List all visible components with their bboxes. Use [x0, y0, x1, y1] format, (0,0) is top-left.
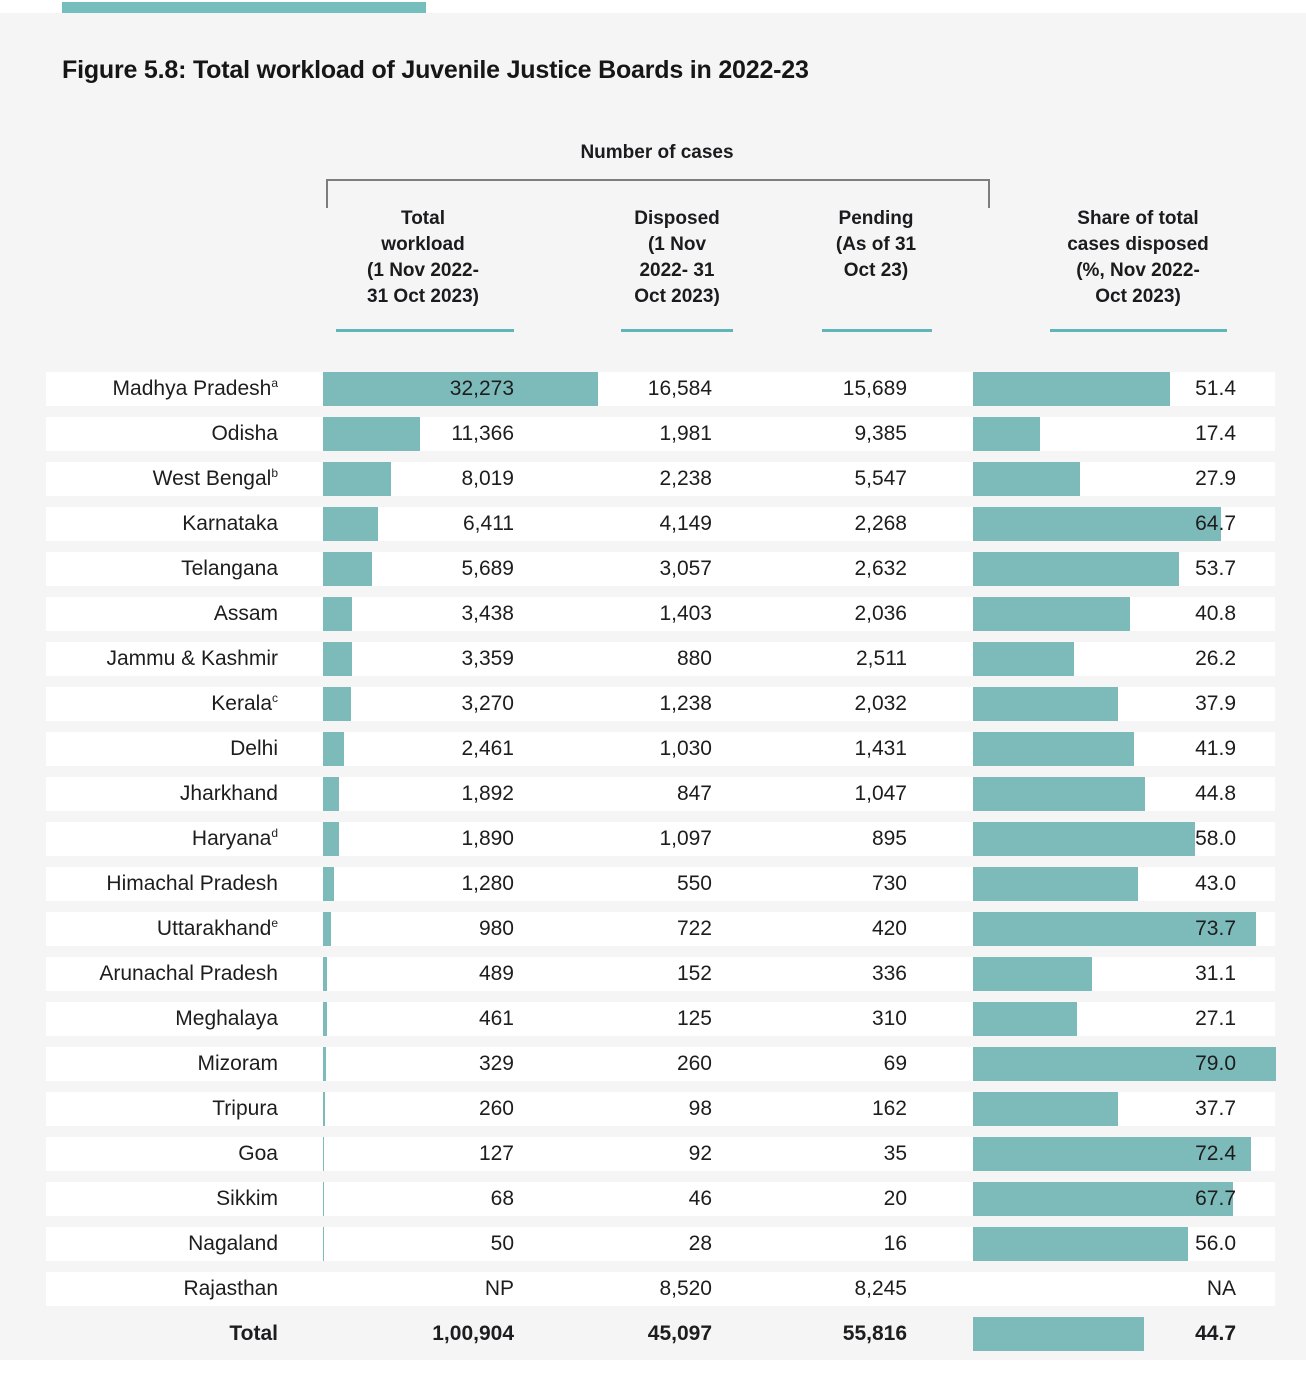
pending-value: 16	[883, 1232, 907, 1255]
pending-value: 2,632	[854, 557, 907, 580]
workload-value: 1,280	[461, 872, 514, 895]
workload-value: 329	[478, 1052, 514, 1075]
workload-value: 260	[478, 1097, 514, 1120]
state-name: Madhya Pradesh	[112, 377, 272, 400]
table-row	[0, 912, 1306, 946]
table-row	[0, 822, 1306, 856]
state-name: Assam	[213, 602, 278, 625]
table-row	[0, 552, 1306, 586]
share-value: 41.9	[1195, 737, 1236, 760]
state-name: Jammu & Kashmir	[106, 647, 278, 670]
disposed-value: 260	[676, 1052, 712, 1075]
state-name: West Bengal	[152, 467, 272, 490]
workload-value: 3,438	[461, 602, 514, 625]
state-name: Telangana	[181, 557, 278, 580]
table-row	[0, 1182, 1306, 1216]
state-name: Haryana	[191, 827, 272, 850]
workload-value: NP	[484, 1277, 514, 1300]
state-label	[46, 1182, 278, 1216]
table-row	[0, 417, 1306, 451]
table-row	[0, 462, 1306, 496]
pending-value: 730	[871, 872, 907, 895]
disposed-value: 16,584	[647, 377, 712, 400]
workload-bar	[323, 957, 327, 991]
pending-value: 2,511	[856, 647, 907, 670]
top-accent-bar	[62, 2, 426, 13]
column-underline-share-disposed	[1050, 329, 1227, 332]
share-value: 37.7	[1195, 1097, 1236, 1120]
share-value: 40.8	[1195, 602, 1236, 625]
share-bar	[973, 642, 1074, 676]
table-row	[0, 507, 1306, 541]
state-name: Arunachal Pradesh	[99, 962, 278, 985]
disposed-value: 550	[676, 872, 712, 895]
table-row	[0, 777, 1306, 811]
disposed-value: 46	[688, 1187, 712, 1210]
state-label	[46, 957, 278, 991]
disposed-value: 2,238	[659, 467, 712, 490]
state-label	[46, 507, 278, 541]
disposed-value: 28	[688, 1232, 712, 1255]
state-name: Kerala	[211, 692, 272, 715]
table-row	[0, 1092, 1306, 1126]
share-bar	[973, 462, 1080, 496]
share-value: 43.0	[1195, 872, 1236, 895]
state-label	[46, 552, 278, 586]
state-label	[46, 1092, 278, 1126]
column-header-total-workload: Total workload (1 Nov 2022- 31 Oct 2023)	[367, 208, 479, 307]
state-sup: b	[271, 466, 278, 480]
pending-value: 69	[883, 1052, 907, 1075]
share-value: 58.0	[1195, 827, 1236, 850]
share-value: 44.8	[1195, 782, 1236, 805]
share-value: 26.2	[1195, 647, 1236, 670]
state-label	[46, 1317, 278, 1351]
table-row	[0, 372, 1306, 406]
pending-value: 1,431	[854, 737, 907, 760]
workload-bar	[323, 912, 331, 946]
workload-value: 32,273	[449, 377, 514, 400]
pending-value: 895	[871, 827, 907, 850]
share-bar	[973, 957, 1092, 991]
pending-value: 420	[871, 917, 907, 940]
share-bar	[973, 1002, 1077, 1036]
table-row	[0, 1002, 1306, 1036]
workload-value: 8,019	[461, 467, 514, 490]
disposed-value: 1,238	[659, 692, 712, 715]
disposed-value: 1,981	[659, 422, 712, 445]
state-label	[46, 372, 278, 406]
state-name: Tripura	[212, 1097, 278, 1120]
state-name: Jharkhand	[179, 782, 278, 805]
workload-bar	[323, 1092, 325, 1126]
disposed-value: 152	[676, 962, 712, 985]
disposed-value: 1,030	[659, 737, 712, 760]
pending-value: 2,268	[854, 512, 907, 535]
pending-value: 2,036	[854, 602, 907, 625]
share-value: 53.7	[1195, 557, 1236, 580]
disposed-value: 722	[676, 917, 712, 940]
share-value: 67.7	[1195, 1187, 1236, 1210]
workload-bar	[323, 1182, 324, 1216]
disposed-value: 45,097	[647, 1322, 712, 1345]
workload-value: 1,890	[461, 827, 514, 850]
pending-value: 35	[883, 1142, 907, 1165]
state-name: Goa	[238, 1142, 278, 1165]
pending-value: 9,385	[854, 422, 907, 445]
share-value: 27.9	[1195, 467, 1236, 490]
disposed-value: 3,057	[659, 557, 712, 580]
state-label	[46, 1137, 278, 1171]
share-value: 17.4	[1195, 422, 1236, 445]
column-header-share-disposed: Share of total cases disposed (%, Nov 2022- Oct 2023)	[1067, 208, 1209, 307]
workload-bar	[323, 1047, 326, 1081]
workload-value: 11,366	[451, 422, 514, 445]
state-sup: a	[271, 376, 278, 390]
state-label	[46, 642, 278, 676]
table-row	[0, 687, 1306, 721]
group-header-label: Number of cases	[580, 142, 734, 163]
share-bar	[973, 417, 1040, 451]
share-value: 31.1	[1195, 962, 1236, 985]
state-name: Odisha	[211, 422, 278, 445]
pending-value: 2,032	[854, 692, 907, 715]
pending-value: 336	[871, 962, 907, 985]
pending-value: 8,245	[854, 1277, 907, 1300]
table-row	[0, 1317, 1306, 1351]
disposed-value: 125	[676, 1007, 712, 1030]
workload-value: 127	[478, 1142, 514, 1165]
table-row	[0, 1227, 1306, 1261]
workload-value: 3,270	[461, 692, 514, 715]
state-sup: d	[271, 826, 278, 840]
workload-value: 3,359	[461, 647, 514, 670]
state-label	[46, 867, 278, 901]
workload-value: 2,461	[461, 737, 514, 760]
share-value: 37.9	[1195, 692, 1236, 715]
state-name: Nagaland	[188, 1232, 278, 1255]
share-value: 56.0	[1195, 1232, 1236, 1255]
workload-value: 1,892	[461, 782, 514, 805]
share-value: 79.0	[1195, 1052, 1236, 1075]
workload-bar	[323, 1137, 324, 1171]
state-name: Total	[229, 1322, 278, 1345]
table-row	[0, 867, 1306, 901]
share-value: 27.1	[1195, 1007, 1236, 1030]
pending-value: 1,047	[854, 782, 907, 805]
state-label	[46, 732, 278, 766]
column-header-pending: Pending (As of 31 Oct 23)	[835, 208, 917, 281]
workload-value: 5,689	[461, 557, 514, 580]
table-row	[0, 1272, 1306, 1306]
pending-value: 15,689	[842, 377, 907, 400]
state-sup: e	[271, 916, 278, 930]
state-label	[46, 777, 278, 811]
workload-bar	[323, 1002, 327, 1036]
state-label	[46, 912, 278, 946]
state-name: Himachal Pradesh	[106, 872, 278, 895]
state-label	[46, 1227, 278, 1261]
pending-value: 162	[871, 1097, 907, 1120]
workload-bar	[323, 867, 334, 901]
header-bracket	[326, 179, 990, 208]
state-label	[46, 687, 278, 721]
column-underline-disposed	[621, 329, 733, 332]
state-name: Mizoram	[197, 1052, 278, 1075]
workload-value: 489	[478, 962, 514, 985]
table-row	[0, 1137, 1306, 1171]
state-name: Karnataka	[182, 512, 278, 535]
workload-value: 461	[478, 1007, 514, 1030]
pending-value: 310	[871, 1007, 907, 1030]
disposed-value: 8,520	[659, 1277, 712, 1300]
state-name: Delhi	[230, 737, 278, 760]
pending-value: 5,547	[854, 467, 907, 490]
state-label	[46, 417, 278, 451]
state-name: Uttarakhand	[156, 917, 272, 940]
table-row	[0, 957, 1306, 991]
disposed-value: 1,097	[659, 827, 712, 850]
state-label	[46, 462, 278, 496]
bottom-strip	[0, 1360, 1306, 1380]
workload-bar	[323, 1227, 324, 1261]
disposed-value: 98	[688, 1097, 712, 1120]
disposed-value: 92	[688, 1142, 712, 1165]
share-value: NA	[1206, 1277, 1236, 1300]
column-underline-total-workload	[336, 329, 514, 332]
state-label	[46, 1272, 278, 1306]
disposed-value: 847	[676, 782, 712, 805]
column-header-disposed: Disposed (1 Nov 2022- 31 Oct 2023)	[634, 208, 720, 307]
workload-value: 50	[490, 1232, 514, 1255]
share-value: 72.4	[1195, 1142, 1236, 1165]
workload-value: 6,411	[463, 512, 514, 535]
state-label	[46, 597, 278, 631]
pending-value: 20	[883, 1187, 907, 1210]
state-label	[46, 1002, 278, 1036]
state-label	[46, 822, 278, 856]
share-value: 64.7	[1195, 512, 1236, 535]
table-row	[0, 732, 1306, 766]
figure-title: Figure 5.8: Total workload of Juvenile Justice Boards in 2022-23	[62, 56, 809, 84]
share-value: 73.7	[1195, 917, 1236, 940]
column-underline-pending	[822, 329, 932, 332]
disposed-value: 1,403	[659, 602, 712, 625]
state-label	[46, 1047, 278, 1081]
disposed-value: 880	[676, 647, 712, 670]
state-sup: c	[272, 691, 278, 705]
state-name: Sikkim	[216, 1187, 278, 1210]
table-row	[0, 642, 1306, 676]
workload-value: 68	[490, 1187, 514, 1210]
share-value: 44.7	[1195, 1322, 1236, 1345]
pending-value: 55,816	[842, 1322, 907, 1345]
workload-value: 980	[478, 917, 514, 940]
disposed-value: 4,149	[659, 512, 712, 535]
share-value: 51.4	[1195, 377, 1236, 400]
table-row	[0, 597, 1306, 631]
workload-value: 1,00,904	[432, 1322, 514, 1345]
table-row	[0, 1047, 1306, 1081]
state-name: Meghalaya	[175, 1007, 278, 1030]
state-name: Rajasthan	[183, 1277, 278, 1300]
